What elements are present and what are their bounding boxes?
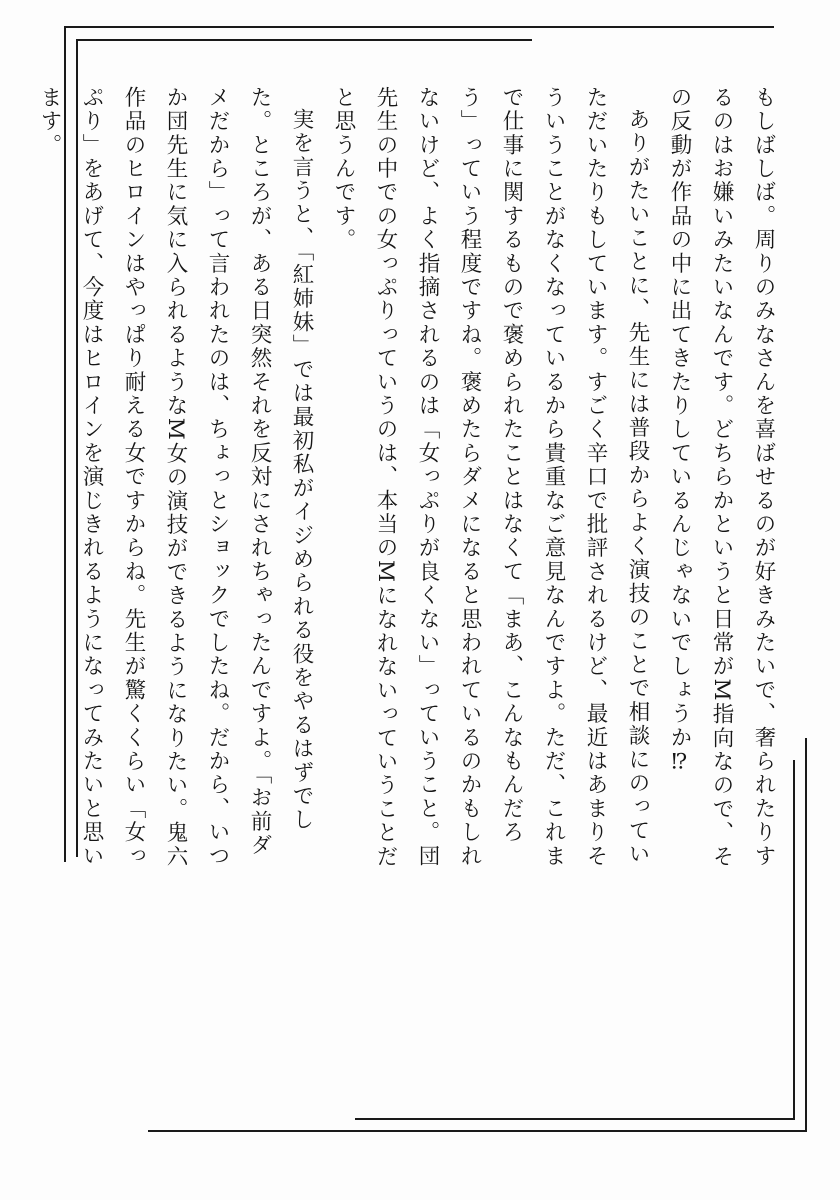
text-line: もしばしば。周りのみなさんを喜ばせるのが好きみたいで、奢られたりす [751, 86, 776, 869]
text-line: の反動が作品の中に出てきたりしているんじゃないでしょうか⁉ [667, 86, 692, 777]
frame-line-bottom-inner [355, 1118, 795, 1120]
text-line: で仕事に関するもので褒められたことはなくて「まあ、こんなもんだろ [499, 86, 524, 845]
text-line: 実を言うと、「紅姉妹」では最初私がイジめられる役をやるはずでし [289, 107, 314, 832]
frame-line-right-outer [805, 738, 807, 1130]
text-line: た。ところが、ある日突然それを反対にされちゃったんですよ。「お前ダ [247, 86, 272, 858]
text-line: う」っていう程度ですね。褒めたらダメになると思われているのかもしれ [457, 86, 482, 869]
frame-line-right-inner [793, 760, 795, 1120]
text-line: ないけど、よく指摘されるのは「女っぷりが良くない」っていうこと。団 [415, 86, 440, 869]
text-line: メだから」って言われたのは、ちょっとショックでしたね。だから、いつ [205, 86, 230, 869]
text-line: ぷり」をあげて、今度はヒロインを演じきれるようになってみたいと思い [79, 86, 104, 869]
frame-line-top-outer [64, 26, 774, 28]
frame-line-bottom-outer [148, 1130, 807, 1132]
frame-line-top-inner [76, 39, 532, 41]
vertical-body-text [37, 86, 784, 916]
text-line: と思うんです。 [331, 86, 356, 252]
text-line: ただいたりもしています。すごく辛口で批評されるけど、最近はあまりそ [583, 86, 608, 869]
text-line: 先生の中での女っぷりっていうのは、本当のMになれないっていうことだ [373, 86, 398, 869]
text-line: ういうことがなくなっているから貴重なご意見なんですよ。ただ、これま [541, 86, 566, 869]
text-line: るのはお嫌いみたいなんです。どちらかというと日常がM指向なので、そ [709, 86, 734, 869]
text-line: ます。 [37, 86, 62, 158]
text-line: か団先生に気に入られるようなM女の演技ができるようになりたい。鬼六 [163, 86, 188, 869]
text-line: 作品のヒロインはやっぱり耐える女ですからね。先生が驚くくらい「女っ [121, 86, 146, 869]
text-line: ありがたいことに、先生には普段からよく演技のことで相談にのってい [625, 107, 650, 866]
